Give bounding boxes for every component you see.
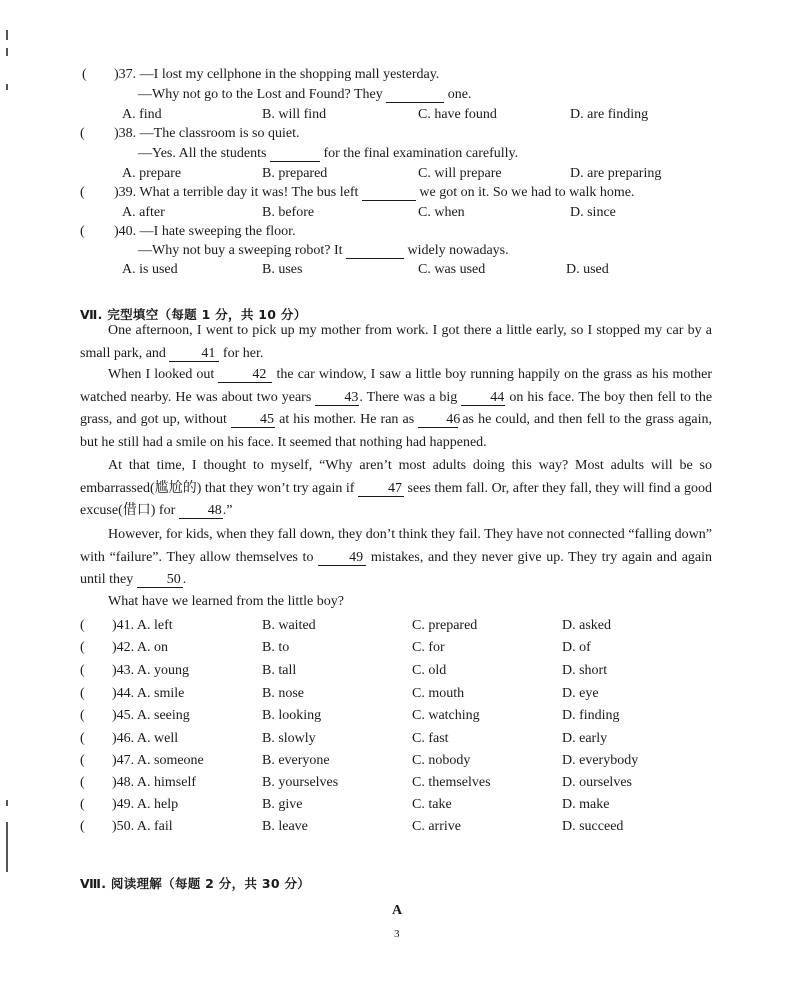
option-a[interactable]: A. after bbox=[122, 205, 165, 220]
cloze-paragraph-2: When I looked out 42 the car window, I saw a little boy running happily on the grass as his mother watched nearby. He was about two years 43. There was a big 44 on his face. The boy then fell to the grass, and got up, without 45 at his mother. He ran as 46 as he could, and then fell to the grass again, but he still had a smile on his face. It seemed that nothing had happened. bbox=[80, 367, 713, 450]
option-a[interactable]: A. is used bbox=[122, 262, 178, 277]
margin-mark bbox=[6, 822, 8, 872]
option-d[interactable]: D. early bbox=[562, 731, 608, 746]
question-stem: )40. —I hate sweeping the floor. bbox=[114, 224, 296, 239]
option-d[interactable]: D. ourselves bbox=[562, 775, 632, 790]
blank-48[interactable]: 48 bbox=[179, 503, 223, 519]
option-c[interactable]: C. prepared bbox=[412, 618, 478, 633]
option-c[interactable]: C. mouth bbox=[412, 686, 465, 701]
answer-paren[interactable]: ( bbox=[80, 753, 85, 768]
cloze-paragraph-4: However, for kids, when they fall down, they don’t think they fail. They have not connected “falling down” with “failure”. They allow themselves to 49 mistakes, and they never give up. They try again and again until they 50 . bbox=[80, 527, 713, 587]
option-a[interactable]: )47. A. someone bbox=[112, 753, 204, 768]
option-b[interactable]: B. slowly bbox=[262, 731, 316, 746]
blank-41[interactable]: 41 bbox=[169, 346, 219, 362]
blank-43[interactable]: 43 bbox=[315, 390, 359, 406]
option-a[interactable]: )46. A. well bbox=[112, 731, 179, 746]
answer-paren[interactable]: ( bbox=[80, 126, 85, 141]
blank-49[interactable]: 49 bbox=[318, 550, 366, 566]
section-heading-reading: Ⅷ. 阅读理解（每题 2 分，共 30 分） bbox=[80, 876, 311, 891]
answer-blank[interactable] bbox=[362, 185, 416, 201]
option-c[interactable]: C. have found bbox=[418, 107, 497, 122]
option-c[interactable]: C. themselves bbox=[412, 775, 491, 790]
answer-blank[interactable] bbox=[386, 87, 444, 103]
option-b[interactable]: B. leave bbox=[262, 819, 308, 834]
question-stem: )38. —The classroom is so quiet. bbox=[114, 126, 300, 141]
option-a[interactable]: )44. A. smile bbox=[112, 686, 185, 701]
option-a[interactable]: A. prepare bbox=[122, 166, 182, 181]
option-c[interactable]: C. will prepare bbox=[418, 166, 502, 181]
answer-paren[interactable]: ( bbox=[80, 663, 85, 678]
option-b[interactable]: B. yourselves bbox=[262, 775, 339, 790]
blank-46[interactable]: 46 bbox=[418, 412, 458, 428]
option-b[interactable]: B. give bbox=[262, 797, 303, 812]
option-d[interactable]: D. used bbox=[566, 262, 609, 277]
answer-blank[interactable] bbox=[346, 243, 404, 259]
option-d[interactable]: D. are finding bbox=[570, 107, 649, 122]
option-a[interactable]: )41. A. left bbox=[112, 618, 173, 633]
option-c[interactable]: C. fast bbox=[412, 731, 449, 746]
question-stem: )39. What a terrible day it was! The bus left we got on it. So we had to walk home. bbox=[114, 185, 635, 200]
passage-label: A bbox=[392, 903, 403, 918]
option-d[interactable]: D. of bbox=[562, 640, 591, 655]
option-c[interactable]: C. old bbox=[412, 663, 447, 678]
blank-47[interactable]: 47 bbox=[358, 481, 404, 497]
answer-paren[interactable]: ( bbox=[80, 731, 85, 746]
option-c[interactable]: C. arrive bbox=[412, 819, 461, 834]
option-d[interactable]: D. since bbox=[570, 205, 616, 220]
option-a[interactable]: )50. A. fail bbox=[112, 819, 173, 834]
answer-paren[interactable]: ( bbox=[80, 640, 85, 655]
option-b[interactable]: B. nose bbox=[262, 686, 304, 701]
option-b[interactable]: B. waited bbox=[262, 618, 316, 633]
option-d[interactable]: D. are preparing bbox=[570, 166, 662, 181]
question-stem: )37. —I lost my cellphone in the shopping mall yesterday. bbox=[114, 67, 440, 82]
option-b[interactable]: B. looking bbox=[262, 708, 322, 723]
option-a[interactable]: )49. A. help bbox=[112, 797, 179, 812]
blank-44[interactable]: 44 bbox=[461, 390, 505, 406]
option-c[interactable]: C. for bbox=[412, 640, 445, 655]
answer-paren[interactable]: ( bbox=[80, 618, 85, 633]
option-b[interactable]: B. prepared bbox=[262, 166, 328, 181]
answer-paren[interactable]: ( bbox=[80, 708, 85, 723]
option-a[interactable]: )43. A. young bbox=[112, 663, 189, 678]
option-b[interactable]: B. before bbox=[262, 205, 315, 220]
margin-mark bbox=[6, 800, 8, 806]
margin-mark bbox=[6, 30, 8, 40]
option-a[interactable]: )45. A. seeing bbox=[112, 708, 190, 723]
answer-paren[interactable]: ( bbox=[80, 797, 85, 812]
blank-45[interactable]: 45 bbox=[231, 412, 275, 428]
option-b[interactable]: B. will find bbox=[262, 107, 327, 122]
blank-42[interactable]: 42 bbox=[218, 367, 272, 383]
cloze-paragraph-5: What have we learned from the little boy? bbox=[108, 594, 344, 609]
option-c[interactable]: C. watching bbox=[412, 708, 480, 723]
option-d[interactable]: D. short bbox=[562, 663, 608, 678]
answer-paren[interactable]: ( bbox=[80, 686, 85, 701]
option-c[interactable]: C. take bbox=[412, 797, 452, 812]
answer-paren[interactable]: ( bbox=[80, 224, 85, 239]
question-stem-line2: —Why not go to the Lost and Found? They one. bbox=[138, 87, 472, 102]
option-c[interactable]: C. nobody bbox=[412, 753, 471, 768]
blank-50[interactable]: 50 bbox=[137, 572, 183, 588]
option-d[interactable]: D. succeed bbox=[562, 819, 624, 834]
answer-paren[interactable]: ( bbox=[82, 67, 87, 82]
cloze-paragraph-1: One afternoon, I went to pick up my mother from work. I got there a little early, so I stopped my car by a small park, and 41 for her. bbox=[80, 323, 712, 361]
margin-mark bbox=[6, 48, 8, 56]
answer-paren[interactable]: ( bbox=[80, 185, 85, 200]
option-d[interactable]: D. eye bbox=[562, 686, 599, 701]
option-d[interactable]: D. make bbox=[562, 797, 610, 812]
option-b[interactable]: B. tall bbox=[262, 663, 297, 678]
option-b[interactable]: B. everyone bbox=[262, 753, 330, 768]
question-stem-line2: —Why not buy a sweeping robot? It widely nowadays. bbox=[138, 243, 509, 258]
answer-paren[interactable]: ( bbox=[80, 775, 85, 790]
option-a[interactable]: )48. A. himself bbox=[112, 775, 196, 790]
cloze-paragraph-3: At that time, I thought to myself, “Why aren’t most adults doing this way? Most adults will be so embarrassed(尴尬的) that they won’t try again if 47 sees them fall. Or, after they fall, they will find a good excuse(借口) for 48.” bbox=[80, 458, 713, 518]
answer-paren[interactable]: ( bbox=[80, 819, 85, 834]
option-b[interactable]: B. uses bbox=[262, 262, 303, 277]
question-stem-line2: —Yes. All the students for the final examination carefully. bbox=[138, 146, 519, 161]
option-d[interactable]: D. asked bbox=[562, 618, 611, 633]
option-a[interactable]: A. find bbox=[122, 107, 162, 122]
section-heading-cloze: Ⅶ. 完型填空（每题 1 分，共 10 分） bbox=[80, 307, 307, 322]
margin-mark bbox=[6, 84, 8, 90]
option-a[interactable]: )42. A. on bbox=[112, 640, 168, 655]
option-b[interactable]: B. to bbox=[262, 640, 290, 655]
page-number: 3 bbox=[394, 928, 400, 940]
answer-blank[interactable] bbox=[270, 146, 320, 162]
option-d[interactable]: D. finding bbox=[562, 708, 620, 723]
option-d[interactable]: D. everybody bbox=[562, 753, 639, 768]
option-c[interactable]: C. was used bbox=[418, 262, 486, 277]
option-c[interactable]: C. when bbox=[418, 205, 465, 220]
